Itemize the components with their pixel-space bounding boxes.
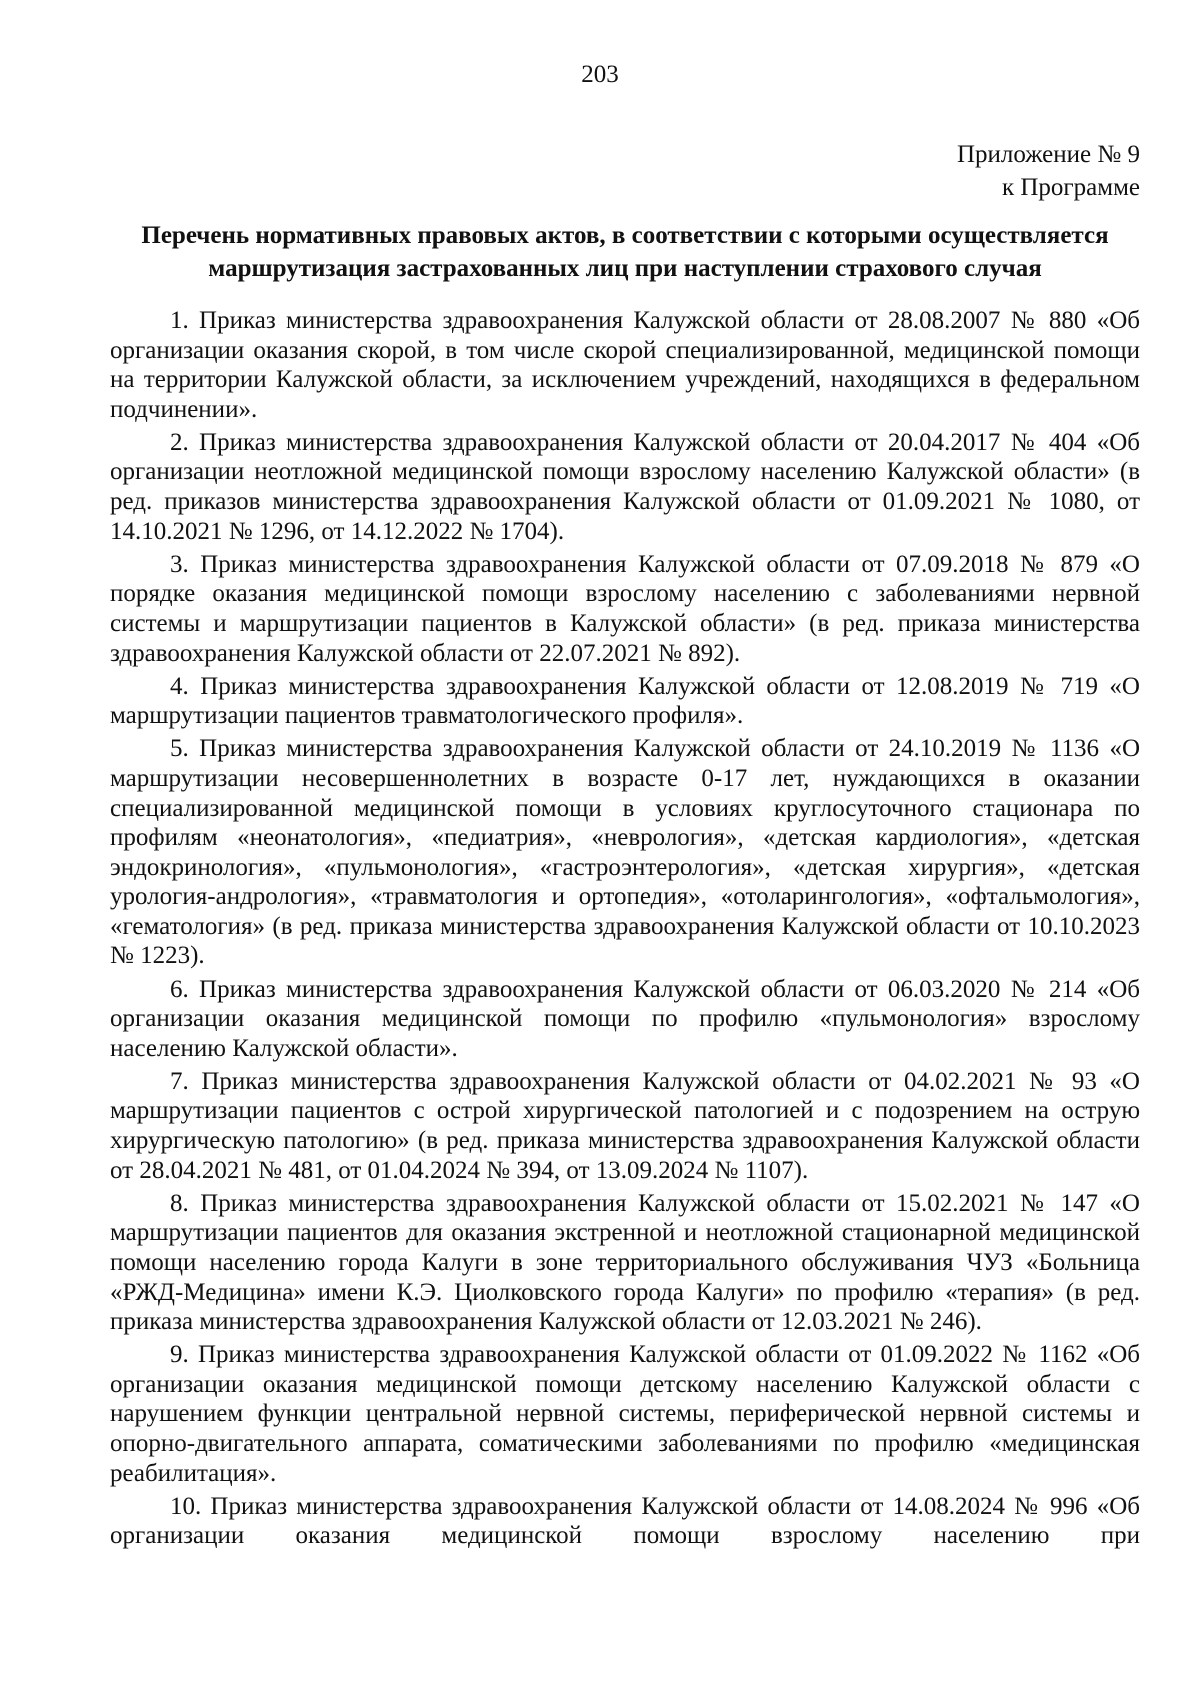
list-item: 9. Приказ министерства здравоохранения Калужской области от 01.09.2022 № 1162 «Об организации оказания медицинской помощи детскому населению Калужской области с нарушением функции центральной нервной системы, периферической нервной системы и опорно-двигательного аппарата, соматическими заболеваниями по профилю «медицинская реабилитация». [110, 1341, 1140, 1487]
list-item: 2. Приказ министерства здравоохранения Калужской области от 20.04.2017 № 404 «Об организации неотложной медицинской помощи взрослому населению Калужской области» (в ред. приказов министерства здравоохранения Калужской области от 01.09.2021 № 1080, от 14.10.2021 № 1296, от 14.12.2022 № 1704). [110, 428, 1140, 545]
list-item: 7. Приказ министерства здравоохранения Калужской области от 04.02.2021 № 93 «О маршрутизации пациентов с острой хирургической патологией и с подозрением на острую хирургическую патологию» (в ред. приказа министерства здравоохранения Калужской области от 28.04.2021 № 481, от 01.04.2024 № 394, от 13.09.2024 № 1107). [110, 1067, 1140, 1184]
title-line-1: Перечень нормативных правовых актов, в соответствии с которыми осуществляется [141, 222, 1109, 249]
annex-line-1: Приложение № 9 [956, 141, 1140, 168]
page-number: 203 [581, 61, 619, 88]
list-item: 5. Приказ министерства здравоохранения Калужской области от 24.10.2019 № 1136 «О маршрутизации несовершеннолетних в возрасте 0-17 лет, нуждающихся в оказании специализированной медицинской помощи в условиях круглосуточного стационара по профилям «неонатология», «педиатрия», «неврология», «детская кардиология», «детская эндокринология», «пульмонология», «гастроэнтерология», «детская хирургия», «детская урология-андрология», «травматология и ортопедия», «отоларингология», «офтальмология», «гематология» (в ред. приказа министерства здравоохранения Калужской области от 10.10.2023 № 1223). [110, 735, 1140, 970]
title-line-2: маршрутизация застрахованных лиц при наступлении страхового случая [208, 255, 1042, 282]
annex-line-2: к Программе [1001, 174, 1140, 201]
list-item: 3. Приказ министерства здравоохранения Калужской области от 07.09.2018 № 879 «О порядке оказания медицинской помощи взрослому населению с заболеваниями нервной системы и маршрутизации пациентов в Калужской области» (в ред. приказа министерства здравоохранения Калужской области от 22.07.2021 № 892). [110, 550, 1140, 667]
list-item: 4. Приказ министерства здравоохранения Калужской области от 12.08.2019 № 719 «О маршрутизации пациентов травматологического профиля». [110, 672, 1140, 730]
list-item-last: 10. Приказ министерства здравоохранения Калужской области от 14.08.2024 № 996 «Об организации оказания медицинской помощи взрослому населению при [110, 1492, 1140, 1550]
document-title [110, 219, 1140, 285]
list-item: 1. Приказ министерства здравоохранения Калужской области от 28.08.2007 № 880 «Об организации оказания скорой, в том числе скорой специализированной, медицинской помощи на территории Калужской области, за исключением учреждений, находящихся в федеральном подчинении». [110, 307, 1140, 423]
legal-acts-list [110, 306, 1140, 1554]
list-item: 8. Приказ министерства здравоохранения Калужской области от 15.02.2021 № 147 «О маршрутизации пациентов для оказания экстренной и неотложной стационарной медицинской помощи населению города Калуги в зоне территориального обслуживания ЧУЗ «Больница «РЖД-Медицина» имени К.Э. Циолковского города Калуги» по профилю «терапия» (в ред. приказа министерства здравоохранения Калужской области от 12.03.2021 № 246). [110, 1189, 1140, 1336]
annex-header [957, 138, 1140, 204]
list-item: 6. Приказ министерства здравоохранения Калужской области от 06.03.2020 № 214 «Об организации оказания медицинской помощи по профилю «пульмонология» взрослому населению Калужской области». [110, 975, 1140, 1062]
